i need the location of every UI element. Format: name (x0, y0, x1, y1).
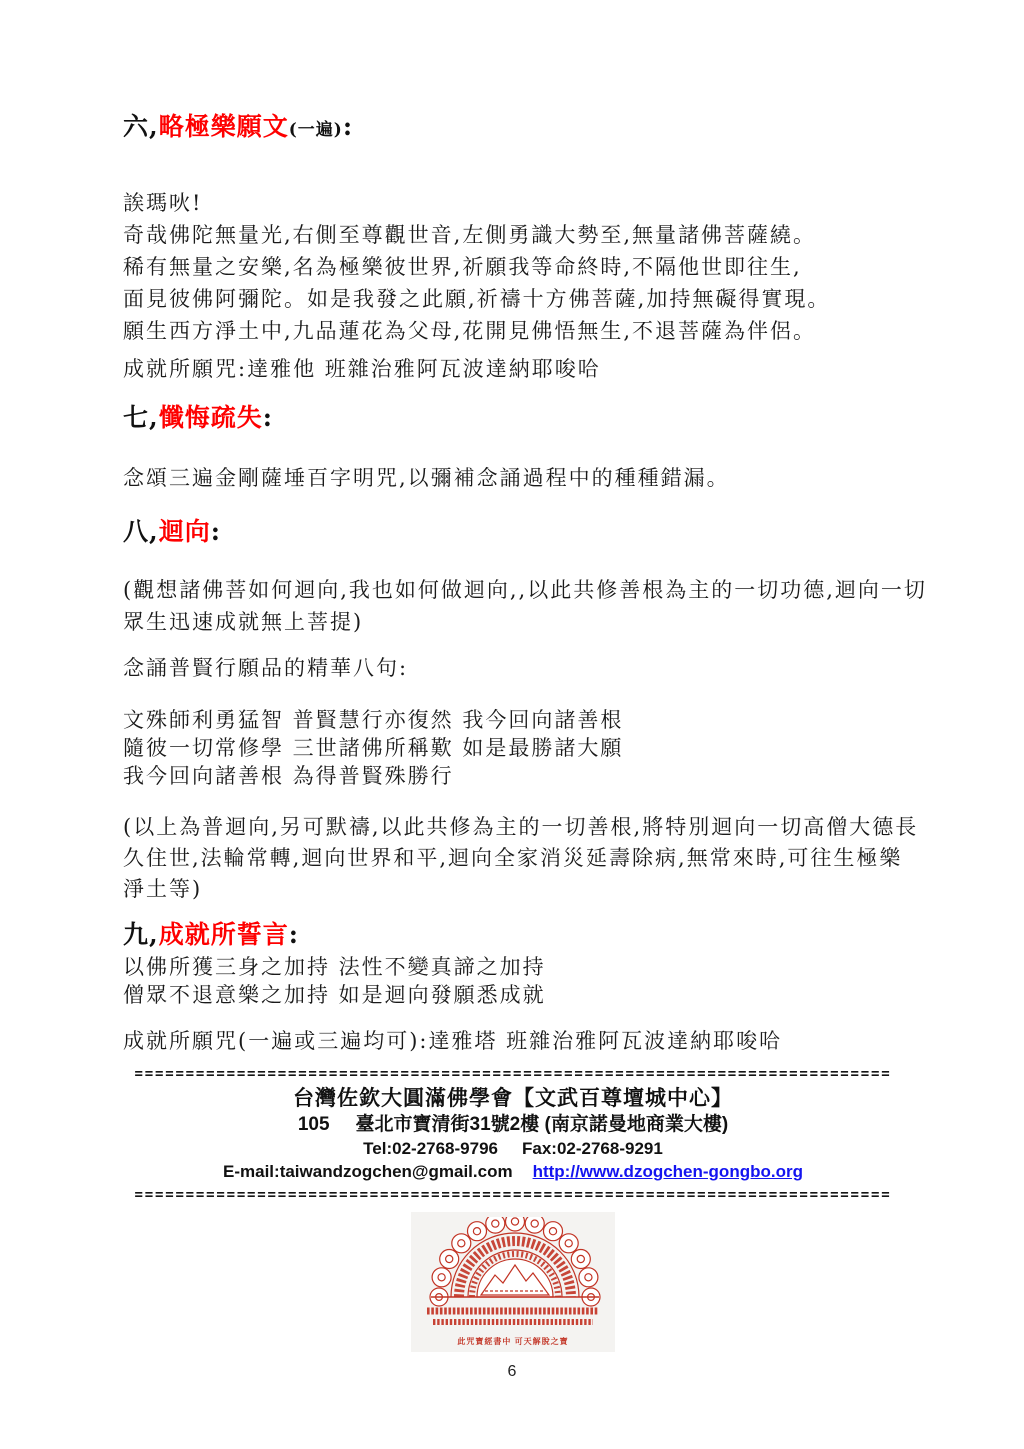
section-seven-heading (123, 403, 903, 433)
section-title: 成就所誓言 (158, 920, 289, 949)
document-page (123, 112, 927, 1352)
page-footer (123, 1067, 903, 1352)
section-colon: : (210, 517, 221, 546)
street-address: 臺北市寶清街31號2樓 (南京諾曼地商業大樓) (355, 1114, 729, 1135)
text-line: 念頌三遍金剛薩埵百字明咒,以彌補念誦過程中的種種錯漏。 (123, 466, 730, 490)
separator-line: ========================================================================== (134, 1188, 892, 1202)
page-number: 6 (507, 1363, 517, 1380)
text-line: (觀想諸佛菩如何迴向,我也如何做迴向,,以此共修善根為主的一切功德,迴向一切 (123, 578, 927, 602)
text-line: 久住世,法輪常轉,迴向世界和平,迴向全家消災延壽除病,無常來時,可往生極樂 (123, 846, 903, 870)
section-colon: : (342, 112, 354, 141)
verse-line: 文殊師利勇猛智 普賢慧行亦復然 我今回向諸善根 (123, 708, 624, 732)
verse-line: 僧眾不退意樂之加持 如是迴向發願悉成就 (123, 983, 546, 1007)
section-title: 略極樂願文 (158, 112, 289, 141)
seal-dome-graphic (419, 1217, 607, 1331)
email-line (123, 1160, 903, 1183)
section-eight-para1 (123, 574, 927, 638)
section-number: 七, (123, 403, 159, 432)
text-line: 奇哉佛陀無量光,右側至尊觀世音,左側勇識大勢至,無量諸佛菩薩繞。 (123, 223, 817, 247)
seal-caption-text: 此咒寶經書中 可天解脫之寶 (457, 1337, 569, 1346)
email-address: E-mail:taiwandzogchen@gmail.com (223, 1162, 513, 1181)
text-line: 願生西方淨土中,九品蓮花為父母,花開見佛悟無生,不退菩薩為伴侶。 (123, 319, 817, 343)
text-line: 面見彼佛阿彌陀。如是我發之此願,祈禱十方佛菩薩,加持無礙得實現。 (123, 287, 831, 311)
section-title: 懺悔疏失 (158, 403, 263, 432)
section-eight-para3 (123, 812, 919, 905)
organization-name: 台灣佐欽大圓滿佛學會【文武百尊壇城中心】 (293, 1087, 733, 1110)
text-line: (以上為普迴向,另可默禱,以此共修為主的一切善根,將特別迴向一切高僧大德長 (123, 815, 919, 839)
fax-number: Fax:02-2768-9291 (522, 1139, 663, 1158)
section-number: 九, (123, 920, 159, 949)
verse-line: 隨彼一切常修學 三世諸佛所稱歎 如是最勝諸大願 (123, 736, 624, 760)
text-line: 念誦普賢行願品的精華八句: (123, 656, 409, 680)
section-colon: : (262, 403, 273, 432)
address-line (123, 1112, 903, 1137)
section-eight-heading (123, 517, 903, 547)
tel-fax-line (123, 1137, 903, 1160)
text-line: 眾生迅速成就無上菩提) (123, 610, 364, 634)
postal-code: 105 (297, 1114, 330, 1135)
section-six-body (123, 187, 903, 347)
section-colon: : (288, 920, 299, 949)
dharma-seal-image (411, 1212, 615, 1352)
section-number: 八, (123, 517, 159, 546)
section-six-heading (123, 112, 903, 145)
text-line: 稀有無量之安樂,名為極樂彼世界,祈願我等命終時,不隔他世即往生, (123, 255, 802, 279)
website-link[interactable]: http://www.dzogchen-gongbo.org (532, 1162, 803, 1181)
section-title: 迴向 (158, 517, 211, 546)
text-line: 誒瑪吙! (123, 191, 203, 215)
section-nine-verse (123, 953, 903, 1009)
section-note: (一遍) (288, 120, 343, 140)
verse-line: 以佛所獲三身之加持 法性不變真諦之加持 (123, 955, 546, 979)
text-line: 淨土等) (123, 877, 203, 901)
mantra-line: 成就所願咒:達雅他 班雜治雅阿瓦波達納耶唆哈 (123, 357, 601, 381)
section-eight-verse (123, 706, 903, 790)
separator-line: ========================================================================== (134, 1067, 892, 1081)
tel-number: Tel:02-2768-9796 (363, 1139, 498, 1158)
mantra-line: 成就所願咒(一遍或三遍均可):達雅塔 班雜治雅阿瓦波達納耶唆哈 (123, 1029, 783, 1053)
section-nine-heading (123, 920, 903, 950)
section-number: 六, (123, 112, 159, 141)
verse-line: 我今回向諸善根 為得普賢殊勝行 (123, 764, 454, 788)
